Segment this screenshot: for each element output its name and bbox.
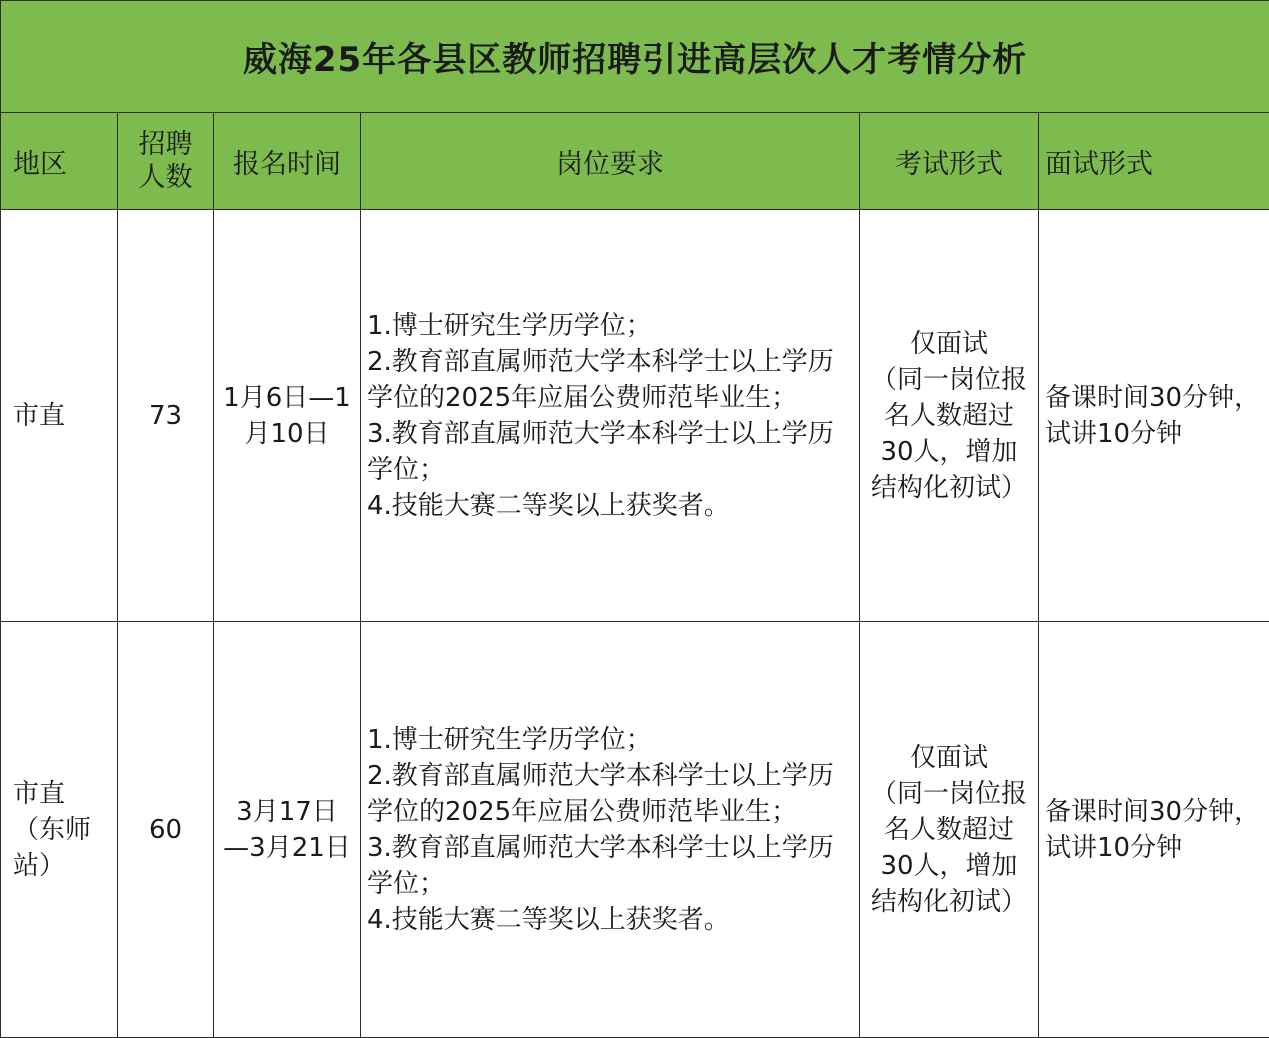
cell-interview-format: 备课时间30分钟，试讲10分钟 (1039, 210, 1269, 622)
cell-count: 73 (118, 210, 214, 622)
cell-requirements: 1.博士研究生学历学位； 2.教育部直属师范大学本科学士以上学历学位的2025年应届公费师范毕业生； 3.教育部直属师范大学本科学士以上学历学位； 4.技能大赛二等奖以上获奖者。 (361, 210, 860, 622)
header-row (1, 113, 1269, 210)
header-signup-time: 报名时间 (214, 113, 361, 210)
cell-requirements: 1.博士研究生学历学位； 2.教育部直属师范大学本科学士以上学历学位的2025年应届公费师范毕业生； 3.教育部直属师范大学本科学士以上学历学位； 4.技能大赛二等奖以上获奖者。 (361, 622, 860, 1038)
table-row (1, 210, 1269, 622)
header-count: 招聘 人数 (118, 113, 214, 210)
table-row (1, 622, 1269, 1038)
cell-signup-time: 1月6日—1 月10日 (214, 210, 361, 622)
cell-region: 市直 (1, 210, 118, 622)
cell-exam-format: 仅面试 （同一岗位报名人数超过30人，增加结构化初试） (860, 622, 1039, 1038)
header-exam-format: 考试形式 (860, 113, 1039, 210)
cell-exam-format: 仅面试 （同一岗位报名人数超过30人，增加结构化初试） (860, 210, 1039, 622)
table-title: 威海25年各县区教师招聘引进高层次人才考情分析 (1, 1, 1269, 113)
header-requirements: 岗位要求 (361, 113, 860, 210)
cell-count: 60 (118, 622, 214, 1038)
header-interview-format: 面试形式 (1039, 113, 1269, 210)
header-region: 地区 (1, 113, 118, 210)
cell-region: 市直 （东师 站） (1, 622, 118, 1038)
cell-signup-time: 3月17日 —3月21日 (214, 622, 361, 1038)
cell-interview-format: 备课时间30分钟，试讲10分钟 (1039, 622, 1269, 1038)
